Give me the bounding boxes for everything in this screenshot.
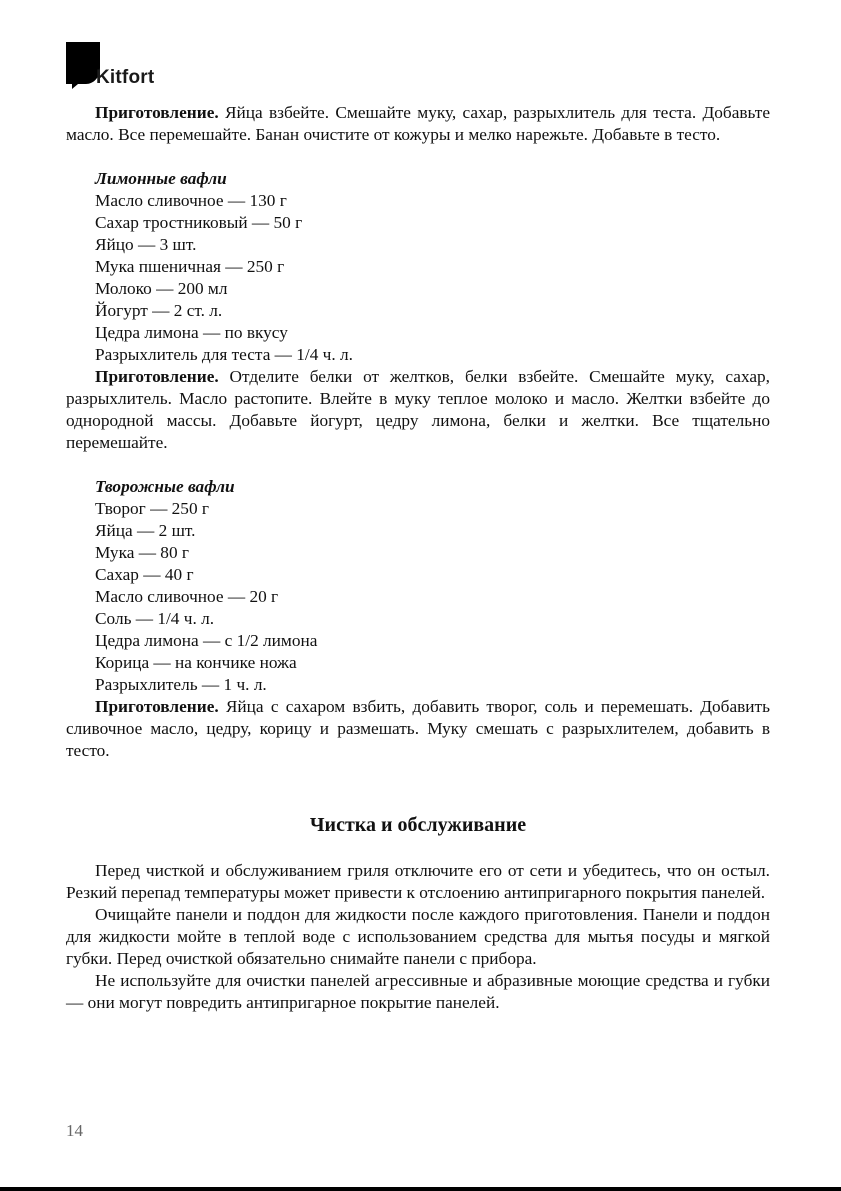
prep-text: Яйца взбейте. Смешайте муку, сахар, разрыхлитель для теста. Добавьте масло. Все перемешайте. Банан очистите от кожуры и мелко нарежьте. Добавьте в тесто.	[66, 103, 770, 144]
page-number: 14	[66, 1121, 83, 1140]
ingredient-list	[66, 190, 770, 366]
ingredient-item: Сахар — 40 г	[95, 565, 194, 584]
ingredient-item: Масло сливочное — 20 г	[95, 587, 279, 606]
section-paragraph: Перед чисткой и обслуживанием гриля отключите его от сети и убедитесь, что он остыл. Резкий перепад температуры может привести к отслоению антипригарного покрытия панелей.	[66, 861, 770, 902]
section-paragraph: Не используйте для очистки панелей агрессивные и абразивные моющие средства и губки — они могут повредить антипригарное покрытие панелей.	[66, 971, 770, 1012]
recipe-lemon-waffles	[66, 168, 770, 454]
ingredient-item: Мука — 80 г	[95, 543, 189, 562]
ingredient-item: Яйцо — 3 шт.	[95, 235, 197, 254]
prep-label: Приготовление.	[95, 367, 219, 386]
ingredient-item: Разрыхлитель для теста — 1/4 ч. л.	[95, 345, 353, 364]
intro-paragraph	[66, 102, 770, 146]
recipe-curd-waffles	[66, 476, 770, 762]
prep-text: Яйца с сахаром взбить, добавить творог, соль и перемешать. Добавить сливочное масло, цедру, корицу и размешать. Муку смешать с разрыхлителем, добавить в тесто.	[66, 697, 770, 760]
ingredient-item: Корица — на кончике ножа	[95, 653, 297, 672]
ingredient-item: Мука пшеничная — 250 г	[95, 257, 285, 276]
prep-label: Приготовление.	[95, 697, 219, 716]
brand-name: Kitfort	[96, 67, 155, 88]
ingredient-item: Разрыхлитель — 1 ч. л.	[95, 675, 267, 694]
section-paragraph: Очищайте панели и поддон для жидкости после каждого приготовления. Панели и поддон для жидкости мойте в теплой воде с использованием средства для мытья посуды и мягкой губки. Перед очисткой обязательно снимайте панели с прибора.	[66, 905, 770, 968]
ingredient-item: Йогурт — 2 ст. л.	[95, 301, 223, 320]
ingredient-item: Цедра лимона — с 1/2 лимона	[95, 631, 318, 650]
ingredient-item: Соль — 1/4 ч. л.	[95, 609, 215, 628]
ingredient-item: Творог — 250 г	[95, 499, 209, 518]
ingredient-item: Молоко — 200 мл	[95, 279, 228, 298]
bottom-rule	[0, 1187, 841, 1191]
recipe-title: Лимонные вафли	[95, 169, 227, 188]
ingredient-item: Масло сливочное — 130 г	[95, 191, 287, 210]
ingredient-list	[66, 498, 770, 696]
page-content	[66, 102, 770, 1014]
kitfort-logo	[66, 42, 186, 92]
prep-text: Отделите белки от желтков, белки взбейте. Смешайте муку, сахар, разрыхлитель. Масло растопите. Влейте в муку теплое молоко и масло. Желтки взбейте до однородной массы. Добавьте йогурт, цедру лимона, белки и желтки. Все тщательно перемешайте.	[66, 367, 770, 452]
ingredient-item: Яйца — 2 шт.	[95, 521, 196, 540]
preparation-paragraph	[66, 366, 770, 454]
section-heading: Чистка и обслуживание	[309, 814, 527, 836]
ingredient-item: Цедра лимона — по вкусу	[95, 323, 288, 342]
preparation-paragraph	[66, 696, 770, 762]
prep-label: Приготовление.	[95, 103, 219, 122]
recipe-title: Творожные вафли	[95, 477, 235, 496]
ingredient-item: Сахар тростниковый — 50 г	[95, 213, 303, 232]
